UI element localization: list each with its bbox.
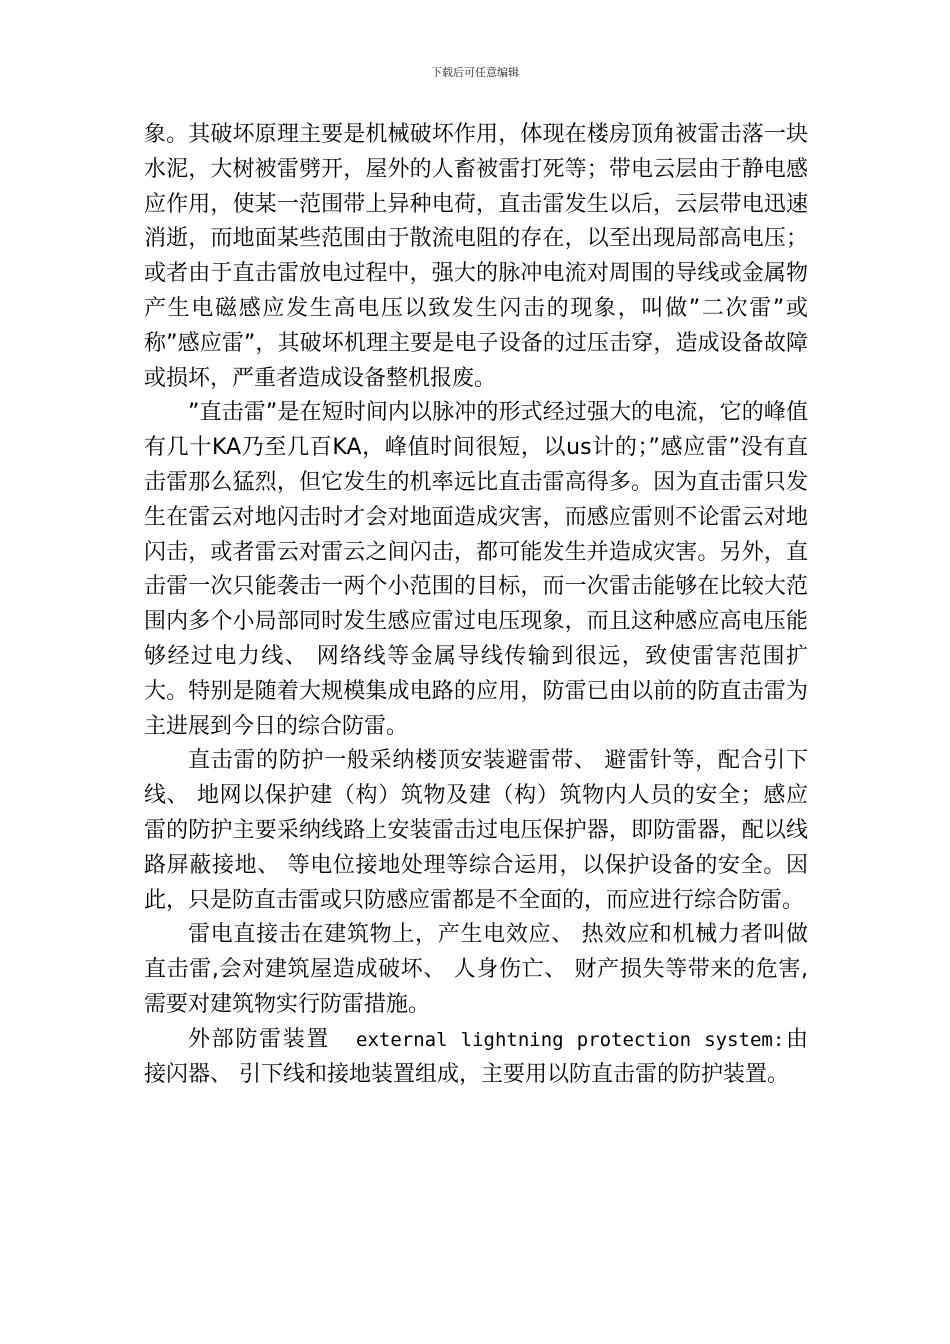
term-label: 外部防雷装置 [188, 1026, 331, 1052]
term-english: external lightning protection system: [356, 1028, 785, 1051]
document-body [144, 118, 808, 1092]
paragraph-1: 象。其破坏原理主要是机械破坏作用，体现在楼房顶角被雷击落一块水泥，大树被雷劈开，屋外的人畜被雷打死等；带电云层由于静电感应作用，使某一范围带上异种电荷，直击雷发生以后，云层带电迅速消逝，而地面某些范围由于散流电阻的存在，以至出现局部高电压；或者由于直击雷放电过程中，强大的脉冲电流对周围的导线或金属物产生电磁感应发生高电压以致发生闪击的现象，叫做”二次雷”或称”感应雷”，其破坏机理主要是电子设备的过压击穿，造成设备故障或损坏，严重者造成设备整机报废。 [144, 122, 808, 391]
page-header: 下载后可任意编辑 [431, 66, 519, 79]
paragraph-5 [144, 1023, 808, 1093]
paragraph-3: 直击雷的防护一般采纳楼顶安装避雷带、 避雷针等，配合引下线、 地网以保护建（构）筑物及建（构）筑物内人员的安全；感应雷的防护主要采纳线路上安装雷击过电压保护器，即防雷器，配以线路屏蔽接地、 等电位接地处理等综合运用，以保护设备的安全。因此，只是防直击雷或只防感应雷都是不全面的，而应进行综合防雷。 [144, 748, 808, 913]
paragraph-4: 雷电直接击在建筑物上，产生电效应、 热效应和机械力者叫做直击雷,会对建筑屋造成破坏、 人身伤亡、 财产损失等带来的危害,需要对建筑物实行防雷措施。 [144, 922, 808, 1017]
term-definition: 由接闪器、 引下线和接地装置组成，主要用以防直击雷的防护装置。 [144, 1026, 808, 1087]
paragraph-2: ”直击雷”是在短时间内以脉冲的形式经过强大的电流，它的峰值有几十KA乃至几百KA，峰值时间很短，以us计的；”感应雷”没有直击雷那么猛烈，但它发生的机率远比直击雷高得多。因为直击雷只发生在雷云对地闪击时才会对地面造成灾害，而感应雷则不论雷云对地闪击，或者雷云对雷云之间闪击，都可能发生并造成灾害。另外，直击雷一次只能袭击一两个小范围的目标，而一次雷击能够在比较大范围内多个小局部同时发生感应雷过电压现象，而且这种感应高电压能够经过电力线、 网络线等金属导线传输到很远，致使雷害范围扩大。特别是随着大规模集成电路的应用，防雷已由以前的防直击雷为主进展到今日的综合防雷。 [144, 400, 808, 739]
